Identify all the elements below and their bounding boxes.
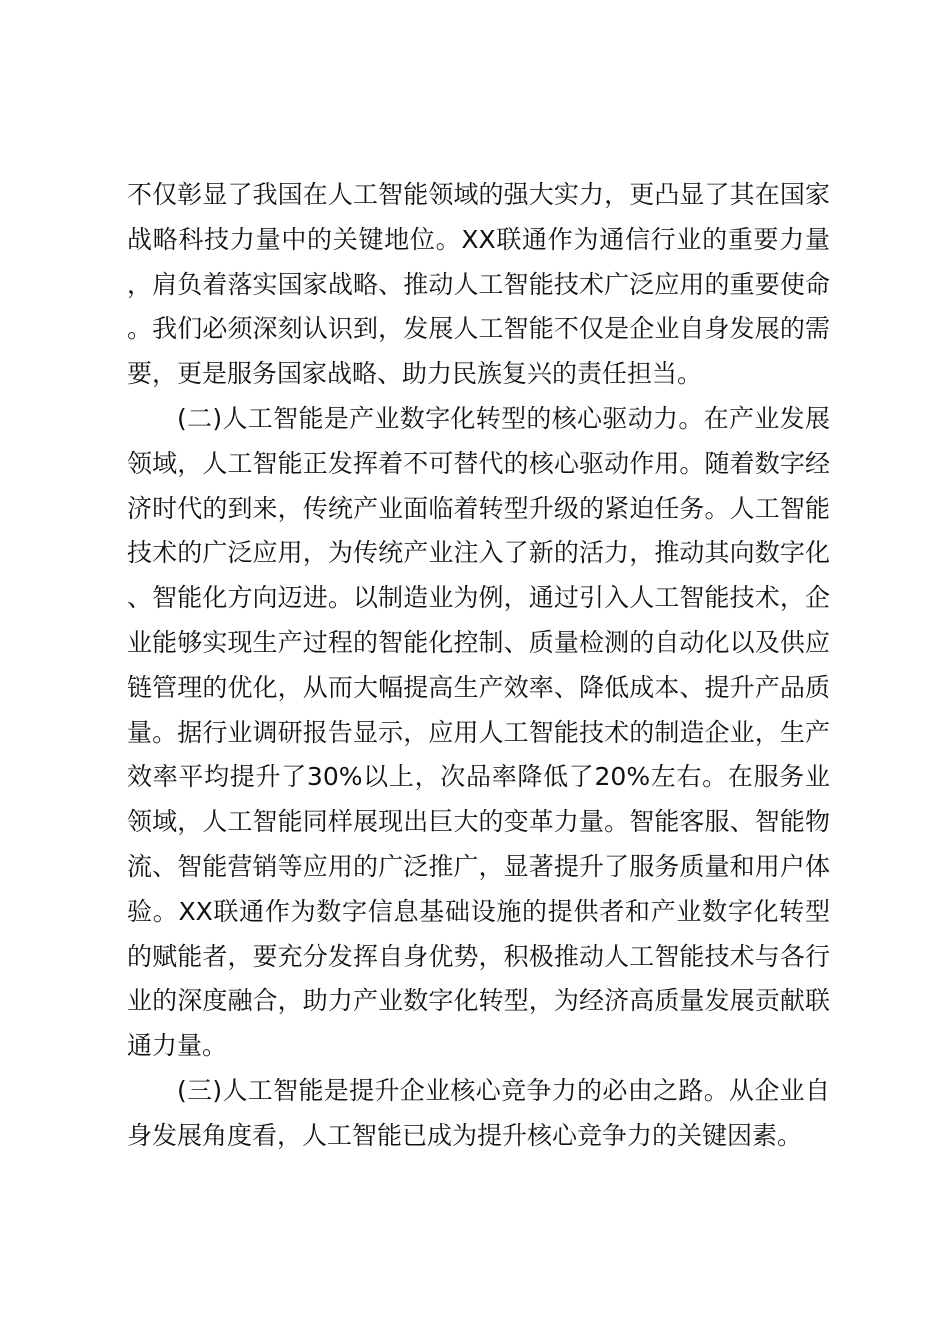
document-body — [127, 173, 830, 1159]
paragraph-section-two: (二)人工智能是产业数字化转型的核心驱动力。在产业发展领域，人工智能正发挥着不可替代的核心驱动作用。随着数字经济时代的到来，传统产业面临着转型升级的紧迫任务。人工智能技术的广泛应用，为传统产业注入了新的活力，推动其向数字化、智能化方向迈进。以制造业为例，通过引入人工智能技术，企业能够实现生产过程的智能化控制、质量检测的自动化以及供应链管理的优化，从而大幅提高生产效率、降低成本、提升产品质量。据行业调研报告显示，应用人工智能技术的制造企业，生产效率平均提升了30%以上，次品率降低了20%左右。在服务业领域，人工智能同样展现出巨大的变革力量。智能客服、智能物流、智能营销等应用的广泛推广，显著提升了服务质量和用户体验。XX联通作为数字信息基础设施的提供者和产业数字化转型的赋能者，要充分发挥自身优势，积极推动人工智能技术与各行业的深度融合，助力产业数字化转型，为经济高质量发展贡献联通力量。 — [127, 403, 830, 1061]
paragraph-section-three: (三)人工智能是提升企业核心竞争力的必由之路。从企业自身发展角度看，人工智能已成为提升核心竞争力的关键因素。 — [127, 1075, 830, 1150]
paragraph-continuation: 不仅彰显了我国在人工智能领域的强大实力，更凸显了其在国家战略科技力量中的关键地位。XX联通作为通信行业的重要力量，肩负着落实国家战略、推动人工智能技术广泛应用的重要使命。我们必须深刻认识到，发展人工智能不仅是企业自身发展的需要，更是服务国家战略、助力民族复兴的责任担当。 — [127, 180, 830, 389]
